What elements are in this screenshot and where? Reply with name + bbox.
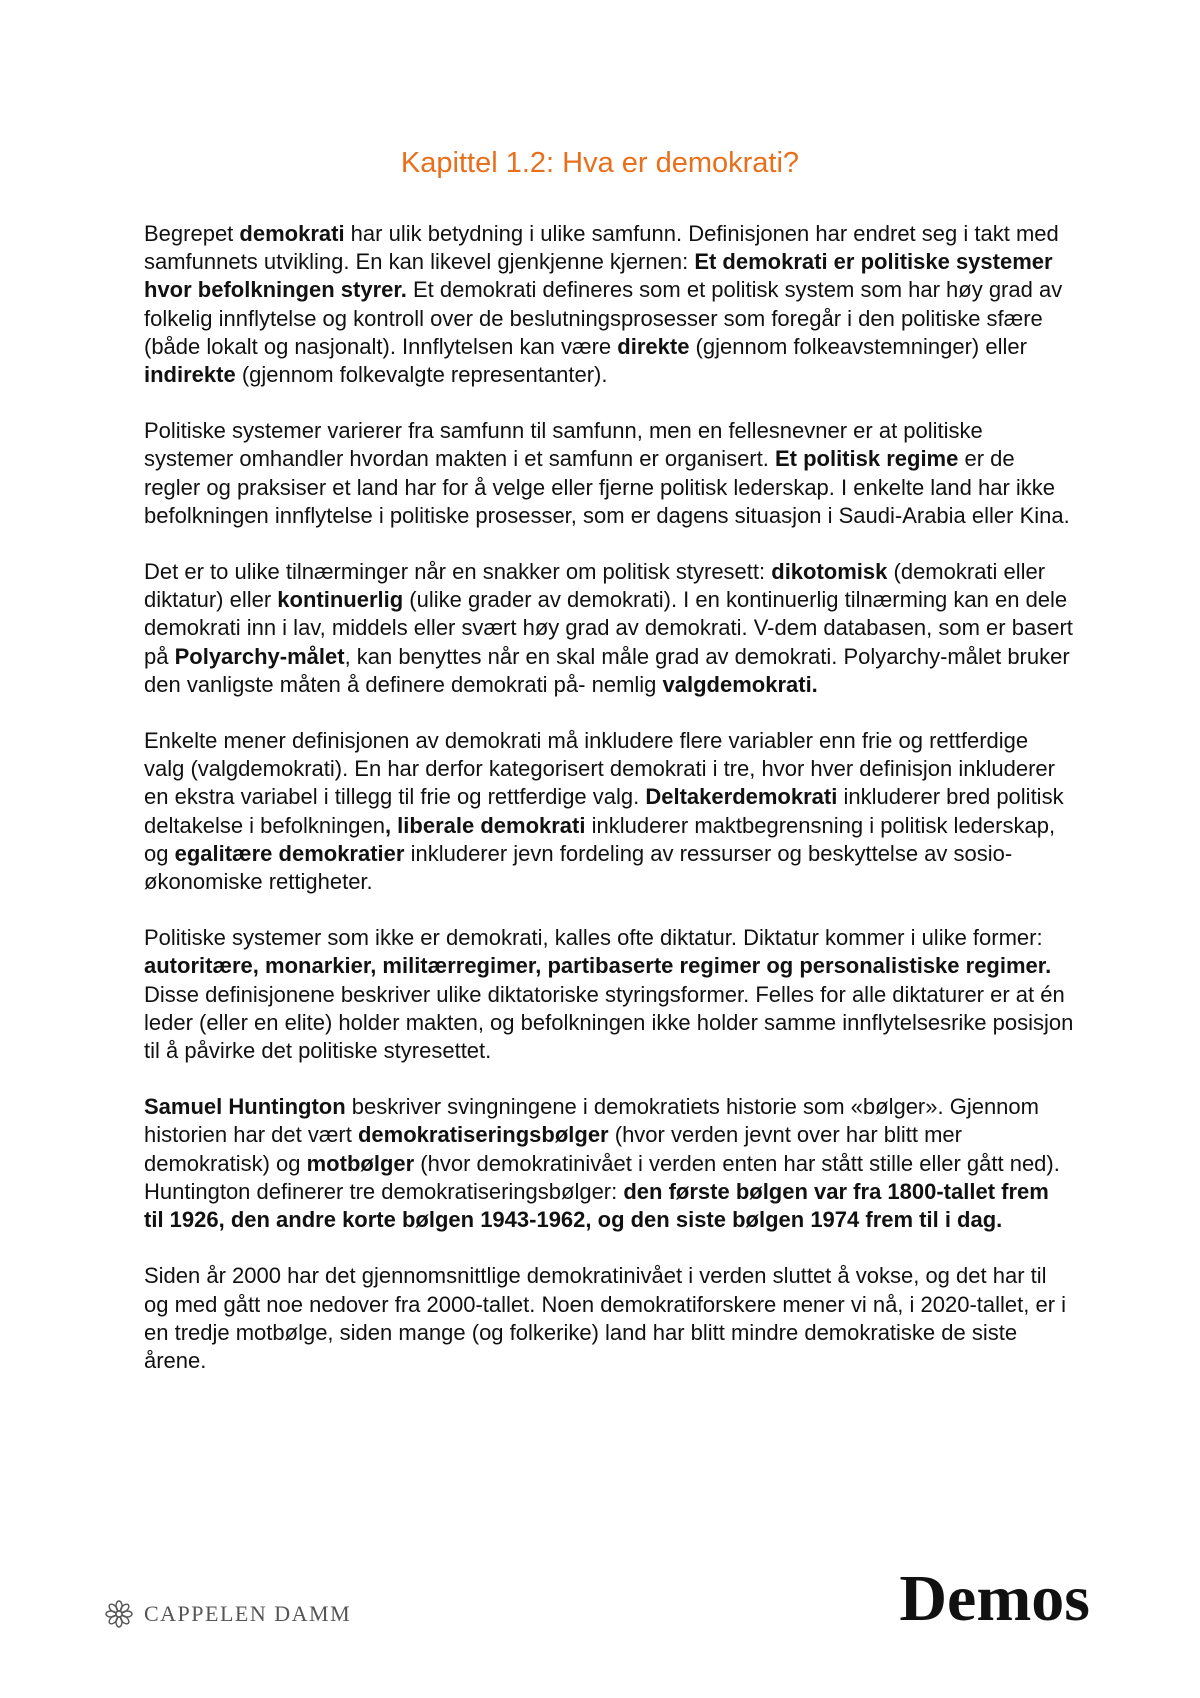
text-run: har ulik betydning i ulike samfunn. Definisjonen har endret seg i takt med samfunnets utvikling. En kan likevel gjenkjenne kjernen: <box>144 221 1059 275</box>
text-run: (gjennom folkevalgte representanter). <box>235 362 608 388</box>
text-run: Det er to ulike tilnærminger når en snakker om politisk styresett: <box>144 559 772 585</box>
paragraph <box>144 1262 1074 1375</box>
bold-term: valgdemokrati. <box>662 671 818 697</box>
bold-term: Et politisk regime <box>774 446 959 472</box>
paragraph <box>144 558 1074 699</box>
bold-term: Et demokrati er politiske systemer hvor befolkningen styrer. <box>144 249 1053 303</box>
bold-term: dikotomisk <box>771 559 888 585</box>
bold-term: kontinuerlig <box>277 587 404 613</box>
bold-term: demokratiseringsbølger <box>357 1122 609 1148</box>
bold-term: indirekte <box>144 362 236 388</box>
paragraph <box>144 924 1074 1065</box>
text-run: Siden år 2000 har det gjennomsnittlige demokratinivået i verden sluttet å vokse, og det har til og med gått noe nedover fra 2000-tallet. Noen demokratiforskere mener vi nå, i 2020-tallet, er i en tredje motbølge, siden mange (og folkerike) land har blitt mindre demokratiske de siste årene. <box>144 1263 1067 1373</box>
text-run: (hvor verden jevnt over har blitt mer demokratisk) og <box>144 1122 962 1176</box>
flower-emblem-icon <box>104 1599 134 1629</box>
text-run: Enkelte mener definisjonen av demokrati må inkludere flere variabler enn frie og rettferdige valg (valgdemokrati). En har derfor kategorisert demokrati i tre, hvor hver definisjon inkluderer en ekstra variabel i tillegg til frie og rettferdige valg. <box>144 728 1055 810</box>
bold-term: autoritære, monarkier, militærregimer, partibaserte regimer og personalistiske regimer. <box>144 953 1052 979</box>
paragraph <box>144 417 1074 530</box>
bold-term: , liberale demokrati <box>384 812 586 838</box>
page-title: Kapittel 1.2: Hva er demokrati? <box>400 147 800 179</box>
bold-term: egalitære demokratier <box>174 840 405 866</box>
text-run: beskriver svingningene i demokratiets historie som «bølger». Gjennom historien har det vært <box>144 1094 1039 1148</box>
document-body <box>144 220 1074 1403</box>
text-run: inkluderer maktbegrensning i politisk lederskap, og <box>144 812 1056 866</box>
publisher-wordmark: CAPPELEN DAMM <box>144 1601 352 1626</box>
publisher-logo <box>104 1597 351 1631</box>
brand-logo: Demos <box>899 1562 1090 1635</box>
text-run: Et demokrati defineres som et politisk system som har høy grad av folkelig innflytelse og kontroll over de beslutningsprosesser som foregår i den politiske sfære (både lokalt og nasjonalt). Innflytelsen kan være <box>144 277 1063 359</box>
bold-term: Polyarchy-målet <box>174 643 345 669</box>
text-run: er de regler og praksiser et land har for å velge eller fjerne politisk lederskap. I enkelte land har ikke befolkningen innflytelse i politiske prosesser, som er dagens situasjon i Saudi-Arabia eller Kina. <box>144 446 1070 528</box>
paragraph <box>144 727 1074 896</box>
paragraph <box>144 1093 1074 1234</box>
text-run: Politiske systemer som ikke er demokrati, kalles ofte diktatur. Diktatur kommer i ulike former: <box>144 925 1043 951</box>
text-run: (hvor demokratinivået i verden enten har stått stille eller gått ned). Huntington definerer tre demokratiseringsbølger: <box>144 1150 1060 1204</box>
bold-term: Samuel Huntington <box>144 1094 346 1120</box>
text-run: inkluderer jevn fordeling av ressurser og beskyttelse av sosio-økonomiske rettigheter. <box>144 840 1013 895</box>
bold-term: direkte <box>617 333 690 359</box>
bold-term: Deltakerdemokrati <box>645 784 838 810</box>
paragraph <box>144 220 1074 389</box>
text-run: Disse definisjonene beskriver ulike diktatoriske styringsformer. Felles for alle diktaturer er at én leder (eller en elite) holder makten, og befolkningen ikke holder samme innflytelsesrike posisjon til å påvirke det politiske styresettet. <box>144 981 1074 1064</box>
bold-term: den første bølgen var fra 1800-tallet frem til 1926, den andre korte bølgen 1943-1962, og den siste bølgen 1974 frem til i dag. <box>144 1178 1049 1233</box>
text-run: (ulike grader av demokrati). I en kontinuerlig tilnærming kan en dele demokrati inn i lav, middels eller svært høy grad av demokrati. V-dem databasen, som er basert på <box>144 587 1073 669</box>
text-run: inkluderer bred politisk deltakelse i befolkningen <box>144 784 1064 838</box>
text-run: Politiske systemer varierer fra samfunn til samfunn, men en fellesnevner er at politiske systemer omhandler hvordan makten i et samfunn er organisert. <box>144 418 983 472</box>
text-run: (demokrati eller diktatur) eller <box>144 559 1046 613</box>
text-run: , kan benyttes når en skal måle grad av demokrati. Polyarchy-målet bruker den vanligste måten å definere demokrati på- nemlig <box>144 643 1070 697</box>
bold-term: motbølger <box>306 1150 415 1176</box>
bold-term: demokrati <box>239 221 345 246</box>
text-run: (gjennom folkeavstemninger) eller <box>689 333 1027 359</box>
text-run: Begrepet <box>144 221 240 246</box>
